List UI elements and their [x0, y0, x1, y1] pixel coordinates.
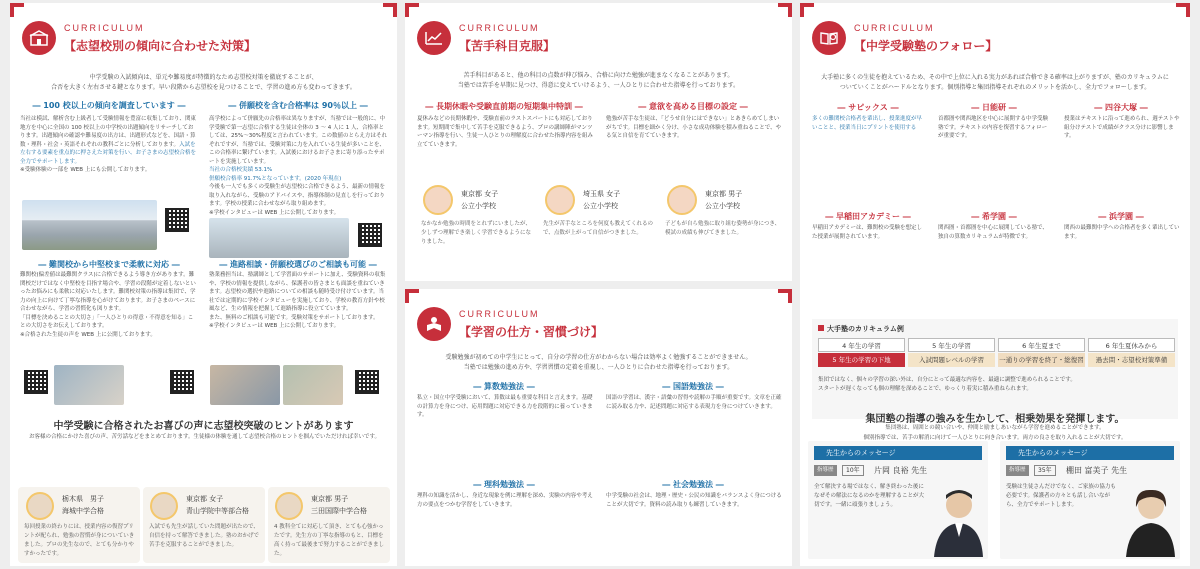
corner-decoration	[393, 3, 397, 17]
classroom-photo	[54, 365, 124, 405]
school-building-icon	[22, 21, 56, 55]
student-avatar	[667, 185, 697, 215]
student-school: 公立小学校	[705, 202, 740, 210]
panel-juku-follow	[800, 3, 1190, 566]
student-name: 東京都 男子	[705, 190, 743, 198]
student-school: 公立小学校	[461, 202, 496, 210]
student-name: 東京都 男子	[311, 495, 349, 503]
student-comment: なかなか勉強の時間をとれずにいましたが、少しずつ理解でき楽しく学習できるようになりました。	[421, 221, 532, 245]
section-title: 【志望校別の傾向に合わせた対策】	[64, 39, 257, 53]
curriculum-label: CURRICULUM	[459, 23, 540, 33]
career-tag: 指導歴	[1006, 465, 1029, 476]
teacher-name: 片岡 良裕 先生	[874, 466, 928, 475]
subtitle-social: ― 社会勉強法 ―	[662, 480, 724, 489]
section-title: 【学習の仕方・習慣づけ】	[459, 325, 604, 339]
student-avatar	[26, 492, 54, 520]
teacher-photo	[1123, 485, 1178, 557]
school-photo	[209, 218, 349, 258]
corner-decoration	[405, 3, 409, 17]
corner-decoration	[405, 289, 409, 303]
testimonial-banner-sub: お客様の合格にかけた喜びの声、苦労話などをまとめております。生徒様の体験を通して志望校合格のヒントを掴んでいただければ幸いです。	[28, 434, 381, 440]
body-japanese: 国語の学習は、漢字・語彙の習得や読解の手順が重要です。文章を正確に読み取る力や、記述問題に対応する表現力を身につけていきます。	[606, 395, 782, 410]
subtitle-hamagakuen: ― 浜学園 ―	[1098, 212, 1144, 221]
student-name: 東京都 女子	[186, 495, 224, 503]
corner-decoration	[788, 289, 792, 303]
subtitle-nichinoken: ― 日能研 ―	[971, 103, 1017, 112]
body-goals: 勉強が苦手な生徒は、「どうせ自分にはできない」とあきらめてしまいがちです。目標を細かく分け、小さな成功体験を積み重ねることで、やる気と自信を育てていきます。	[606, 116, 782, 139]
testimonial-banner: 中学受験に合格されたお喜びの声に志望校突破のヒントがあります	[53, 421, 354, 432]
subtitle-sapix: ― サピックス ―	[837, 103, 899, 112]
student-school: 三田国際中学合格	[311, 507, 367, 515]
synergy-text: 集団塾は、周囲との競い合いや、仲間と励ましあいながら学習を進めることができます。 個別指導では、苦手の解消に向けて一人ひとりに向き合います。両方の良さを取り入れることが大切です。	[863, 425, 1127, 441]
corner-decoration	[1186, 3, 1190, 17]
trend-chart-icon	[417, 21, 451, 55]
curriculum-label: CURRICULUM	[854, 23, 935, 33]
career-years: 10年	[842, 465, 864, 476]
panel-school-strategy	[10, 3, 397, 566]
testimonial-text: 4 教科全てに対応して頂き、とても心強かったです。先生方の丁寧な指導のもと、目標を高く持って最後まで努力することができました。	[274, 524, 385, 557]
teacher-name: 棚田 富美子 先生	[1066, 466, 1128, 475]
interview-photo	[283, 365, 343, 405]
teacher-message-card	[808, 441, 988, 559]
corner-decoration	[10, 3, 14, 17]
body-social: 中学受験の社会は、地理・歴史・公民の知識をバランスよく身につけることが大切です。資料の読み取りも練習していきます。	[606, 493, 782, 508]
qr-code[interactable]	[165, 208, 189, 232]
testimonial-text: 毎回授業の終わりには、授業内容の復習プリントが配られ、勉強の習慣が身についていきました。プロの先生なので、とても分かりやすかったです。	[24, 524, 135, 557]
qr-code[interactable]	[24, 370, 48, 394]
student-avatar	[150, 492, 178, 520]
subtitle-research: ― 100 校以上の傾向を調査しています ―	[32, 101, 186, 110]
phase-1-cell: 5 年生の学習の下地	[818, 353, 905, 367]
teacher-message-text: 全て解決する場ではなく、解き終わった後になぜその解法になるのかを理解することが大切です。一緒に頑張りましょう。	[814, 484, 925, 508]
curriculum-label: CURRICULUM	[64, 23, 145, 33]
subtitle-science: ― 理科勉強法 ―	[473, 480, 535, 489]
grade-5-cell: 5 年生の学習	[908, 338, 995, 352]
qr-code[interactable]	[358, 223, 382, 247]
subtitle-waseaca: ― 早稲田アカデミー ―	[825, 212, 911, 221]
career-tag: 指導歴	[814, 465, 837, 476]
interview-photo	[210, 365, 280, 405]
student-name: 埼玉県 女子	[583, 190, 621, 198]
intro-text: 苦手科目があると、他の科目の点数が伸び悩み、合格に向けた勉強が進まなくなることがあります。 当塾では苦手を早期に見つけ、得意に変えていけるよう、一人ひとりに合わせた指導を行っております。	[457, 72, 740, 89]
subtitle-pass-rate: ― 併願校を含む合格率は 90％以上 ―	[228, 101, 368, 110]
subtitle-japanese: ― 国語勉強法 ―	[662, 382, 724, 391]
student-comment: 先生が苦手なところを何度も教えてくれるので、点数が上がって自信がつきました。	[543, 221, 654, 236]
panel-study-habits	[405, 289, 792, 566]
career-years: 35年	[1034, 465, 1056, 476]
qr-code[interactable]	[355, 370, 379, 394]
intro-text: 受験勉強が初めての中学生にとって、自分の学習の仕方がわからない場合は効率よく勉強することができません。 当塾では勉強の進め方や、学習習慣の定着を重視し、一人ひとりに合わせた指導を行っております。	[445, 354, 752, 371]
curriculum-label: CURRICULUM	[459, 309, 540, 319]
subtitle-math: ― 算数勉強法 ―	[473, 382, 535, 391]
body-kigakuen: 関西圏・首都圏を中心に展開している塾で、独自の算数カリキュラムが特徴です。	[938, 225, 1048, 240]
student-name: 東京都 女子	[461, 190, 499, 198]
section-title: 【苦手科目克服】	[459, 39, 556, 53]
body-sapix: 多くの難関校合格者を輩出し、授業進度が早いことと、授業当日にプリントを使用する	[812, 116, 923, 131]
body-flexible: 難関校(偏差値は最難関クラス)に合格できるよう導き方があります。難関校だけではなく中堅校を目指す場合や、学習の段階が定着しないといったお悩みにも柔軟に対応いたします。難関校対策の指導は集団で、学力の向上に向けて丁寧な指導を心がけております。お子さまのペースに合わせながら、学習の習慣化も図ります。 「目標を決めることの大切さ」「一人ひとりの得意・不得意を知る」ことの大切さをお伝えしております。 ※合格された生徒の声を WEB 上に公開しております。	[20, 272, 196, 338]
phase-2-cell: 入試問題レベルの学習	[908, 353, 995, 367]
subtitle-yotsuya: ― 四谷大塚 ―	[1094, 103, 1148, 112]
section-header	[417, 307, 787, 349]
corner-decoration	[800, 3, 804, 17]
student-avatar	[275, 492, 303, 520]
student-school: 海城中学合格	[62, 507, 104, 515]
student-avatar	[423, 185, 453, 215]
panel-weak-subjects	[405, 3, 792, 281]
qr-code[interactable]	[170, 370, 194, 394]
curriculum-table-title: 大手塾のカリキュラム例	[818, 324, 904, 334]
teacher-message-header: 先生からのメッセージ	[814, 446, 982, 460]
synergy-heading: 集団塾の指導の強みを生かして、相乗効果を発揮します。	[865, 414, 1125, 425]
student-comment: 子どもが自ら勉強に取り組む姿勢が身につき、模試の成績も伸びてきました。	[665, 221, 781, 236]
body-yotsuya: 授業はテキストに沿って進められ、週テストや組分けテストで成績がクラス分けに影響します。	[1064, 116, 1180, 139]
school-building-photo	[22, 200, 157, 250]
body-math: 私立・国立中学受験において、算数は最も重要な科目と言えます。基礎の計算力を身につけ、応用問題に対応できる力を段階的に養っていきます。	[417, 395, 593, 418]
intro-text: 大手塾に多くの生徒を抱えているため、その中で上位に入れる実力があれば合格できる確率は上がりますが、塾のカリキュラムに ついていくことがハードルとなります。個別指導と集団指導それぞれのメリットを活かし、全力でフォローします。	[821, 74, 1169, 91]
body-hamagakuen: 関西の最難関中学への合格者を多く輩出しています。	[1064, 225, 1180, 240]
phase-4-cell: 過去問・志望校対策準備	[1088, 353, 1175, 367]
subtitle-goals: ― 意欲を高める目標の設定 ―	[638, 102, 748, 111]
book-search-icon	[812, 21, 846, 55]
phase-3-cell: 一通りの学習を終了・総復習	[998, 353, 1085, 367]
square-bullet-icon	[818, 325, 824, 331]
grade-6-after-cell: 6 年生夏休みから	[1088, 338, 1175, 352]
section-header	[812, 21, 1182, 63]
section-header	[417, 21, 787, 63]
grade-6-summer-cell: 6 年生夏まで	[998, 338, 1085, 352]
testimonial-text: 入試でも先生が話していた問題が出たので、自信を持って解答できました。塾のおかげで苦手を克服することができました。	[149, 524, 260, 548]
student-school: 青山学院中等部合格	[186, 507, 249, 515]
body-consultation: 塾業務担当は、塾講師として学習面のサポートに加え、受験資料の収集や、学校の情報を提供しながら、保護者の皆さまとも面談を重ねていきます。志望校の選択や進路についての相談も随時受け付けています。当社では定期的に学校インタビューを実施しており、学校の教育方針や校風など、生の情報を把握して進路指導に役立てています。 また、無料のご相談も可能です。受験対策をサポートしております。 ※学校インタビューは WEB 上に公開しております。	[209, 272, 386, 329]
teacher-message-header: 先生からのメッセージ	[1006, 446, 1174, 460]
body-waseaca: 早稲田アカデミーは、難関校の受験を想定した授業が展開されています。	[812, 225, 922, 240]
body-pass-rate: 高学校によって併願先の合格率は異なりますが、当塾では一般的に、中学受験で第一志望に合格する生徒は全体の 3 〜 4 人に 1 人、合格率としては、25%〜30%程度と言われています。この数値のとらえ方はそれぞれですが、当塾では、受験対策に力を入れている生徒が多いことを、この合格率に繋げています。入試後におけるお子さまに寄り添ったサポートを実施しています。 当社の合格校実績 53.1% 併願校合格率 91.7%となっています。(2020 年現在) 今後も一人でも多くの受験生が志望校に合格できるよう、最新の情報を取り入れながら、受験のアドバイスや、指導体制の見直しを行っております。学校の授業に合わせながら取り組めます。 ※学校インタビューは WEB 上に公開しております。	[209, 116, 387, 216]
student-avatar	[545, 185, 575, 215]
section-header	[22, 21, 392, 63]
student-school: 公立小学校	[583, 202, 618, 210]
student-name: 栃木県 男子	[62, 495, 104, 503]
section-title: 【中学受験塾のフォロー】	[854, 39, 998, 53]
curriculum-table-note: 集団ではなく、個々の学習の深い外は、自分にとって最適な内容を、最適に調整で進められることです。 スタートが遅くなっても個の理解を深めることで、ゆっくり着実に積み重ねられます。	[818, 377, 1076, 392]
grade-4-cell: 4 年生の学習	[818, 338, 905, 352]
intro-text: 中学受験の入試傾向は、単元や難易度が特徴的なため志望校対策を徹底することが、 合否を大きく左右させる鍵となります。早い段階から志望校を見つけることで、学習の進め方も変わってきます。	[51, 74, 356, 91]
body-nichinoken: 首都圏や関西地区を中心に展開する中学受験塾です。テキストの内容を復習するフォローが重要です。	[938, 116, 1049, 139]
teacher-message-card	[1000, 441, 1180, 559]
person-reading-icon	[417, 307, 451, 341]
teacher-message-text: 受験は生徒さんだけでなく、ご家族の協力も必要です。保護者の方々とも話し合いながら、全力でサポートします。	[1006, 484, 1116, 508]
body-science: 理科の知識を活かし、身近な現象を例に理解を深め、実験の内容や考え方の要点をつかむ学習をしていきます。	[417, 493, 593, 508]
body-research: 当社は模試、解析含む上級者して受験情報を豊富に収集しており、関東地方を中心に全国の 100 校以上の中学校の出題傾向をリサーチしております。出題傾向の確認や難易度の出方は、出題形式などを、国語・算数・理科・社会・英語それぞれの教科ごとに分析しております。入試を左右する要素を重点的に押さえた対策を行い、お子さまの志望校合格を全力でサポートします。 ※受験体験の一部を WEB 上にも公開しております。	[20, 116, 197, 173]
teacher-photo	[931, 485, 986, 557]
body-intensive: 夏休みなどの長期休暇や、受験直前のラストスパートにも対応しております。短期間で集中して苦手を克服できるよう、プロの講師陣がマンツーマン指導を行い、生徒一人ひとりの理解度に合わせた指導内容を組み立てていきます。	[417, 116, 593, 148]
corner-decoration	[788, 3, 792, 17]
subtitle-consultation: ― 進路相談・併願校選びのご相談も可能 ―	[219, 260, 377, 269]
subtitle-kigakuen: ― 希学園 ―	[971, 212, 1017, 221]
subtitle-intensive: ― 長期休暇や受験直前期の短期集中特訓 ―	[425, 102, 583, 111]
subtitle-flexible: ― 難関校から中堅校まで柔軟に対応 ―	[38, 260, 180, 269]
curriculum-table-box	[812, 319, 1178, 419]
